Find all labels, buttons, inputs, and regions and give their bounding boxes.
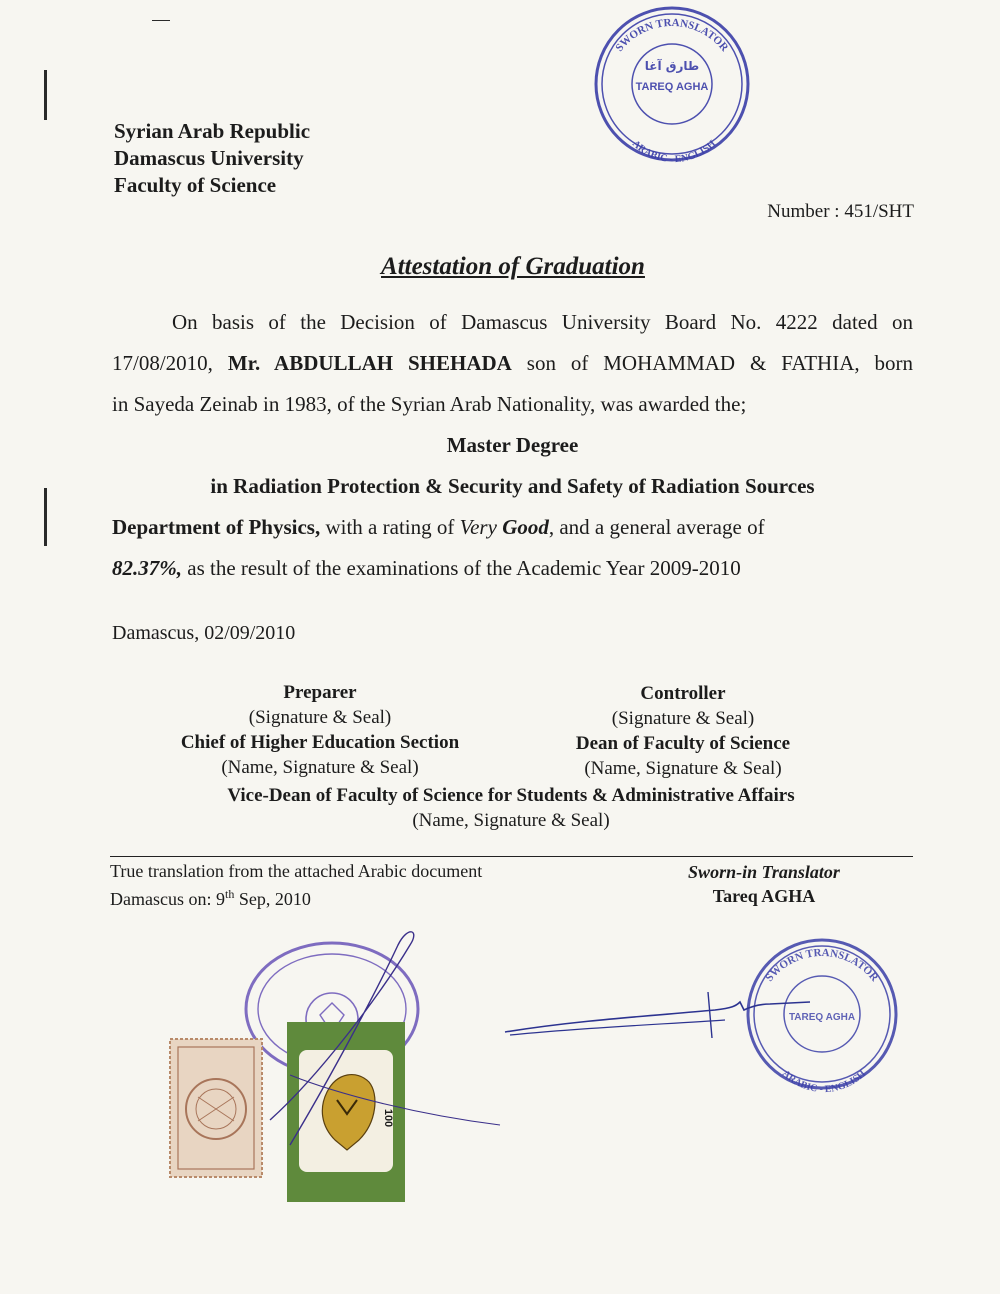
place-date: Damascus, 02/09/2010 (112, 622, 296, 644)
body-line-result (112, 548, 913, 589)
page-title: Attestation of Graduation (381, 253, 645, 280)
chief-label: Chief of Higher Education Section (180, 732, 460, 753)
body-line-2 (112, 343, 913, 384)
chief-sub: (Name, Signature & Seal) (221, 757, 419, 778)
svg-text:طارق آغا: طارق آغا (644, 59, 700, 73)
body-line-dept (112, 507, 913, 548)
general-average: 82.37%, (112, 556, 182, 580)
svg-text:ARABIC - ENGLISH: ARABIC - ENGLISH (780, 1068, 868, 1096)
translation-note: True translation from the attached Arabic document (110, 861, 483, 881)
body-paragraph (112, 302, 913, 589)
dean-sub: (Name, Signature & Seal) (584, 758, 782, 779)
decision-date: 17/08/2010, (112, 351, 213, 375)
svg-text:TAREQ AGHA: TAREQ AGHA (635, 81, 709, 93)
document-number: Number : 451/SHT (767, 201, 914, 222)
controller-sub: (Signature & Seal) (611, 708, 755, 729)
svg-text:SWORN TRANSLATOR: SWORN TRANSLATOR (613, 16, 731, 54)
department-name: Department of Physics, (112, 515, 321, 539)
parents-text: son of MOHAMMAD & FATHIA, born (526, 351, 914, 375)
preparer-label: Preparer (283, 682, 357, 703)
vice-dean-label: Vice-Dean of Faculty of Science for Students & Administrative Affairs (227, 785, 795, 806)
translator-signature (500, 980, 820, 1050)
rating-bold: Good (502, 515, 549, 539)
header-university: Damascus University (114, 146, 304, 170)
body-line-3: in Sayeda Zeinab in 1983, of the Syrian Arab Nationality, was awarded the; (112, 392, 747, 416)
translator-name: Tareq AGHA (712, 886, 816, 906)
result-text: as the result of the examinations of the Academic Year 2009-2010 (187, 556, 741, 580)
preparer-sub: (Signature & Seal) (248, 707, 392, 728)
degree-field: in Radiation Protection & Security and Safety of Radiation Sources (210, 474, 815, 498)
revenue-stamp-brown (168, 1037, 264, 1179)
scan-mark-left-2 (44, 488, 47, 546)
svg-text:ARABIC - ENGLISH: ARABIC - ENGLISH (630, 138, 718, 164)
svg-text:TAREQ AGHA: TAREQ AGHA (788, 1012, 856, 1023)
degree-title: Master Degree (446, 433, 579, 457)
vice-dean-sub: (Name, Signature & Seal) (412, 810, 610, 831)
rating-italic: Very (459, 515, 497, 539)
header-country: Syrian Arab Republic (114, 119, 311, 143)
fiscal-stamp-value: 100 (382, 1108, 395, 1128)
footer-divider (110, 856, 913, 857)
dean-label: Dean of Faculty of Science (575, 733, 791, 754)
header-faculty: Faculty of Science (114, 173, 277, 197)
svg-text:SWORN TRANSLATOR: SWORN TRANSLATOR (763, 946, 881, 984)
translator-seal-top (586, 4, 758, 164)
official-signature-loop (260, 925, 520, 1175)
controller-block (513, 681, 853, 781)
controller-label: Controller (640, 683, 726, 704)
rating-prefix: with a rating of (325, 515, 455, 539)
graduate-name: Mr. ABDULLAH SHEHADA (227, 351, 512, 375)
preparer-block (150, 680, 490, 780)
scan-mark-top (152, 20, 170, 21)
average-prefix: , and a general average of (548, 515, 765, 539)
translation-date: Damascus on: 9th Sep, 2010 (110, 887, 311, 909)
body-line-1: On basis of the Decision of Damascus University Board No. 4222 dated on (172, 310, 913, 334)
translator-role: Sworn-in Translator (688, 862, 840, 882)
scan-mark-left-1 (44, 70, 47, 120)
